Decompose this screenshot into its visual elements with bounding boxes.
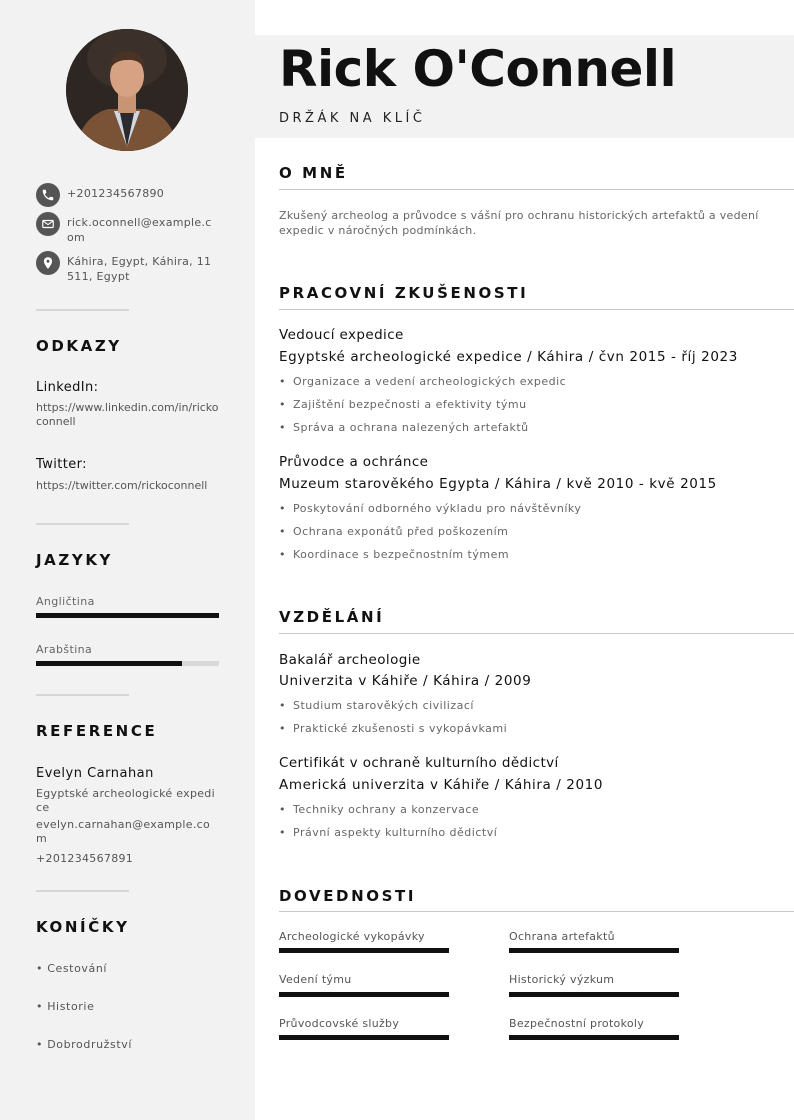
contact-phone xyxy=(36,183,226,207)
language-level-fill xyxy=(36,613,219,618)
about-text: Zkušený archeolog a průvodce s vášní pro ochranu historických artefaktů a vedení expedic v náročných podmínkách. xyxy=(279,209,759,237)
linkedin-label: LinkedIn: xyxy=(36,380,99,395)
education-bullet: • Praktické zkušenosti s vykopávkami xyxy=(279,722,507,735)
language-level-fill xyxy=(36,661,182,666)
contact-address xyxy=(36,251,226,284)
skill-name: Archeologické vykopávky xyxy=(279,930,425,943)
hobby-item: • Dobrodružství xyxy=(36,1038,133,1051)
language-name: Arabština xyxy=(36,643,93,656)
job-bullet: • Organizace a vedení archeologických expedic xyxy=(279,375,566,388)
job-title: Vedoucí expedice xyxy=(279,327,404,343)
language-level-bar xyxy=(36,661,219,666)
job-bullet: • Zajištění bezpečnosti a efektivity týmu xyxy=(279,398,527,411)
skill-name: Ochrana artefaktů xyxy=(509,930,615,943)
skill-level-bar xyxy=(509,992,679,997)
twitter-label: Twitter: xyxy=(36,457,87,472)
sidebar xyxy=(0,0,255,1120)
section-rule xyxy=(279,189,794,190)
candidate-name: Rick O'Connell xyxy=(279,40,677,98)
email-text: rick.oconnell@example.com xyxy=(67,216,212,244)
sidebar-divider xyxy=(36,890,129,892)
job-bullet: • Poskytování odborného výkladu pro návštěvníky xyxy=(279,502,581,515)
job-subtitle: Egyptské archeologické expedice / Káhira / čvn 2015 - říj 2023 xyxy=(279,349,738,365)
links-heading: ODKAZY xyxy=(36,337,122,355)
skill-level-bar xyxy=(279,992,449,997)
phone-icon xyxy=(36,183,60,207)
skill-level-bar xyxy=(279,948,449,953)
job-title: Průvodce a ochránce xyxy=(279,454,429,470)
languages-heading: JAZYKY xyxy=(36,551,114,569)
education-bullet: • Techniky ochrany a konzervace xyxy=(279,803,479,816)
reference-email: evelyn.carnahan@example.com xyxy=(36,818,211,845)
education-bullet: • Právní aspekty kulturního dědictví xyxy=(279,826,497,839)
skill-level-bar xyxy=(509,1035,679,1040)
education-bullet: • Studium starověkých civilizací xyxy=(279,699,474,712)
reference-organization: Egyptské archeologické expedice xyxy=(36,787,215,814)
twitter-link[interactable]: https://twitter.com/rickoconnell xyxy=(36,479,208,492)
skill-level-bar xyxy=(509,948,679,953)
section-rule xyxy=(279,911,794,912)
skill-level-bar xyxy=(279,1035,449,1040)
reference-phone: +201234567891 xyxy=(36,852,134,865)
skill-name: Vedení týmu xyxy=(279,973,352,986)
education-heading: VZDĚLÁNÍ xyxy=(279,608,385,626)
experience-heading: PRACOVNÍ ZKUŠENOSTI xyxy=(279,284,529,302)
phone-text: +201234567890 xyxy=(67,187,165,200)
sidebar-divider xyxy=(36,523,129,525)
education-title: Certifikát v ochraně kulturního dědictví xyxy=(279,755,559,771)
job-subtitle: Muzeum starověkého Egypta / Káhira / kvě 2010 - kvě 2015 xyxy=(279,476,717,492)
email-icon xyxy=(36,212,60,236)
avatar xyxy=(66,29,188,151)
skill-name: Bezpečnostní protokoly xyxy=(509,1017,645,1030)
about-heading: O MNĚ xyxy=(279,164,348,182)
education-subtitle: Americká univerzita v Káhiře / Káhira / 2010 xyxy=(279,777,604,793)
section-rule xyxy=(279,309,794,310)
reference-name: Evelyn Carnahan xyxy=(36,766,154,781)
section-rule xyxy=(279,633,794,634)
language-level-bar xyxy=(36,613,219,618)
skills-heading: DOVEDNOSTI xyxy=(279,887,417,905)
location-icon xyxy=(36,251,60,275)
job-bullet: • Koordinace s bezpečnostním týmem xyxy=(279,548,509,561)
contact-email xyxy=(36,212,226,245)
sidebar-divider xyxy=(36,694,129,696)
candidate-role: DRŽÁK NA KLÍČ xyxy=(279,111,426,126)
language-name: Angličtina xyxy=(36,595,95,608)
reference-heading: REFERENCE xyxy=(36,722,158,740)
hobbies-heading: KONÍČKY xyxy=(36,918,130,936)
job-bullet: • Správa a ochrana nalezených artefaktů xyxy=(279,421,529,434)
hobby-item: • Historie xyxy=(36,1000,95,1013)
education-subtitle: Univerzita v Káhiře / Káhira / 2009 xyxy=(279,673,532,689)
sidebar-divider xyxy=(36,309,129,311)
education-title: Bakalář archeologie xyxy=(279,652,421,668)
skill-name: Historický výzkum xyxy=(509,973,615,986)
address-text: Káhira, Egypt, Káhira, 11511, Egypt xyxy=(67,255,212,283)
linkedin-link[interactable]: https://www.linkedin.com/in/rickoconnell xyxy=(36,401,219,428)
skill-name: Průvodcovské služby xyxy=(279,1017,400,1030)
hobby-item: • Cestování xyxy=(36,962,108,975)
job-bullet: • Ochrana exponátů před poškozením xyxy=(279,525,508,538)
